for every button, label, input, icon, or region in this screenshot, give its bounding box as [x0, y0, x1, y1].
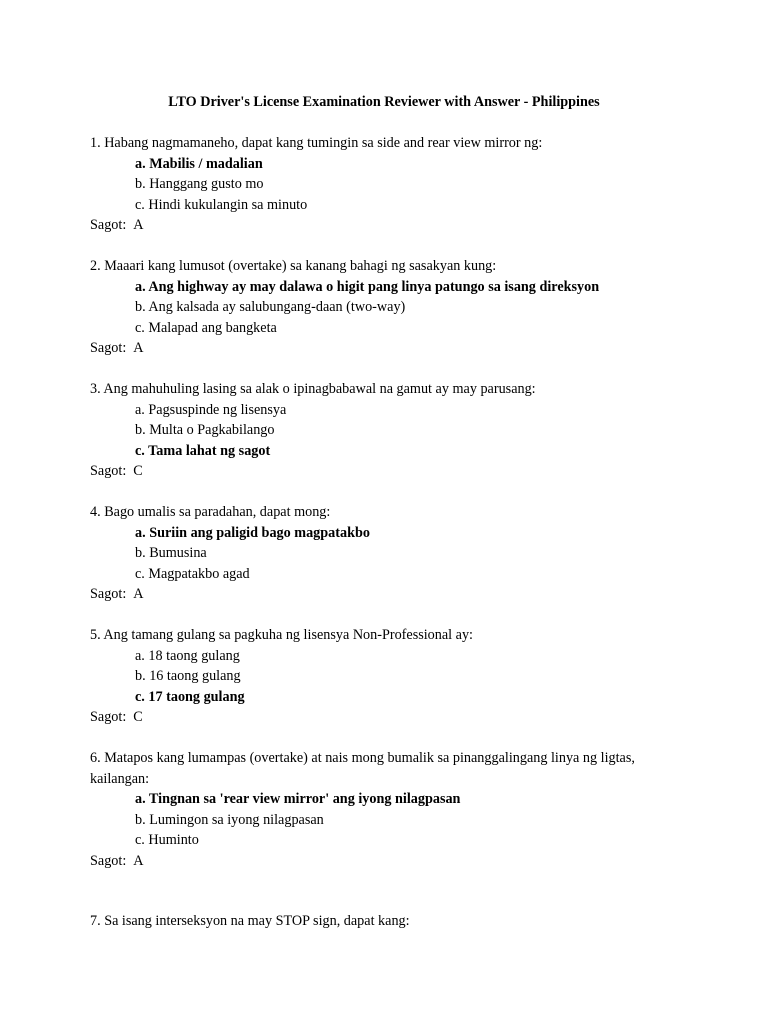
option-a: a. Pagsuspinde ng lisensya [135, 401, 287, 418]
answer-value: A [133, 340, 144, 356]
answer-line [90, 707, 690, 728]
option-a-correct: a. Ang highway ay may dalawa o higit pang linya patungo sa isang direksyon [135, 278, 600, 295]
question-4 [90, 502, 690, 605]
option-a-correct: a. Tingnan sa 'rear view mirror' ang iyong nilagpasan [135, 791, 461, 807]
answer-label: Sagot: [90, 463, 127, 479]
option-b: b. Ang kalsada ay salubungang-daan (two-way) [135, 299, 406, 315]
answer-label: Sagot: [90, 709, 127, 725]
answer-line [90, 851, 690, 872]
option-b: b. Multa o Pagkabilango [135, 422, 275, 438]
answer-line [90, 215, 690, 236]
option-c: c. Malapad ang bangketa [135, 319, 277, 336]
question-text: 1. Habang nagmamaneho, dapat kang tumingin sa side and rear view mirror ng: [90, 135, 543, 151]
answer-label: Sagot: [90, 217, 127, 233]
answer-line [90, 584, 690, 605]
answer-label: Sagot: [90, 586, 127, 602]
answer-value: C [133, 463, 143, 479]
answer-label: Sagot: [90, 340, 127, 356]
option-c: c. Huminto [135, 832, 199, 848]
option-c-correct: c. Tama lahat ng sagot [135, 442, 271, 459]
option-a-correct: a. Suriin ang paligid bago magpatakbo [135, 524, 370, 541]
answer-value: C [133, 709, 143, 725]
option-b: b. Bumusina [135, 545, 207, 561]
option-c: c. Magpatakbo agad [135, 565, 250, 582]
question-5 [90, 625, 690, 728]
question-text: 7. Sa isang interseksyon na may STOP sign, dapat kang: [90, 913, 410, 929]
document-title: LTO Driver's License Examination Reviewer with Answer - Philippines [168, 94, 600, 110]
option-a: a. 18 taong gulang [135, 647, 240, 664]
question-text: 3. Ang mahuhuling lasing sa alak o ipinagbabawal na gamut ay may parusang: [90, 381, 536, 397]
answer-value: A [133, 852, 144, 869]
answer-line [90, 461, 690, 482]
option-b: b. Hanggang gusto mo [135, 176, 264, 192]
question-3 [90, 379, 690, 482]
option-b: b. Lumingon sa iyong nilagpasan [135, 811, 324, 828]
option-c-correct: c. 17 taong gulang [135, 688, 245, 705]
question-6 [90, 748, 690, 871]
question-text: 2. Maaari kang lumusot (overtake) sa kanang bahagi ng sasakyan kung: [90, 258, 497, 274]
option-a-correct: a. Mabilis / madalian [135, 155, 263, 172]
question-1 [90, 133, 690, 236]
answer-value: A [133, 586, 144, 602]
question-text: 6. Matapos kang lumampas (overtake) at nais mong bumalik sa pinanggalingang linya ng ligtas, kailangan: [90, 750, 635, 787]
option-b: b. 16 taong gulang [135, 668, 241, 684]
question-7 [90, 911, 690, 932]
question-text: 5. Ang tamang gulang sa pagkuha ng lisensya Non-Professional ay: [90, 627, 473, 643]
option-c: c. Hindi kukulangin sa minuto [135, 196, 308, 213]
answer-value: A [133, 217, 144, 233]
question-text: 4. Bago umalis sa paradahan, dapat mong: [90, 504, 331, 520]
answer-label: Sagot: [90, 852, 127, 869]
answer-line [90, 338, 690, 359]
question-2 [90, 256, 690, 359]
